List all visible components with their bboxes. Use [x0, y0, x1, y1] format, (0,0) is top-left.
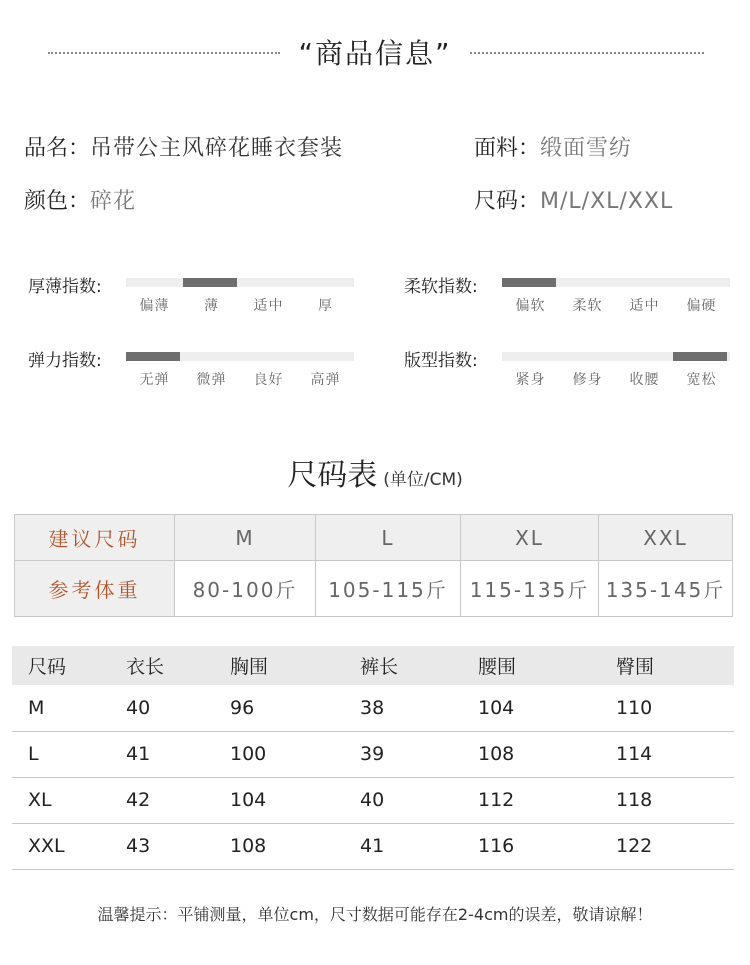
size-cell: L — [316, 515, 461, 561]
column-header: 裤长 — [330, 646, 448, 685]
size-value: M/L/XL/XXL — [540, 189, 674, 214]
column-header: 尺码 — [12, 646, 104, 685]
header-divider-left — [48, 52, 280, 54]
index-option: 偏硬 — [686, 298, 717, 314]
table-cell: 40 — [104, 685, 202, 731]
color-value: 碎花 — [90, 189, 137, 214]
product-name-label: 品名： — [24, 136, 91, 161]
index-option: 修身 — [572, 372, 603, 388]
table-cell: 42 — [104, 777, 202, 823]
product-color — [24, 184, 136, 215]
column-header: 臀围 — [584, 646, 734, 685]
table-cell: 104 — [448, 685, 584, 731]
index-thickness — [28, 272, 368, 322]
product-name-value: 吊带公主风碎花睡衣套装 — [90, 136, 344, 161]
index-option: 柔软 — [572, 298, 603, 314]
section-header — [0, 30, 750, 70]
table-cell: XL — [12, 777, 104, 823]
index-option: 厚 — [318, 298, 333, 314]
table-row — [15, 561, 733, 617]
index-option: 无弹 — [139, 372, 170, 388]
column-header: 衣长 — [104, 646, 202, 685]
table-cell: 108 — [202, 823, 330, 869]
index-track — [126, 352, 354, 361]
index-fit — [404, 346, 744, 396]
table-row — [12, 685, 734, 731]
size-chart-title — [0, 450, 750, 494]
index-option: 收腰 — [629, 372, 660, 388]
weight-cell: 115-135斤 — [461, 561, 599, 617]
table-header-row — [12, 646, 734, 685]
weight-cell: 105-115斤 — [316, 561, 461, 617]
table-cell: 41 — [104, 731, 202, 777]
table-cell: L — [12, 731, 104, 777]
weight-cell: 80-100斤 — [175, 561, 316, 617]
index-label: 弹力指数: — [28, 351, 102, 371]
index-option: 宽松 — [686, 372, 717, 388]
table-row — [12, 823, 734, 869]
measurement-table — [12, 646, 734, 870]
size-chart-heading: 尺码表 — [287, 458, 378, 493]
table-cell: 96 — [202, 685, 330, 731]
index-track — [126, 278, 354, 287]
section-title: “商品信息” — [298, 37, 452, 70]
column-header: 胸围 — [202, 646, 330, 685]
table-cell: 122 — [584, 823, 734, 869]
weight-table — [14, 514, 733, 617]
index-option: 适中 — [629, 298, 660, 314]
index-track — [502, 278, 730, 287]
table-cell: 114 — [584, 731, 734, 777]
color-label: 颜色： — [24, 189, 91, 214]
index-option: 适中 — [253, 298, 284, 314]
table-cell: 38 — [330, 685, 448, 731]
header-divider-right — [470, 52, 704, 54]
measurement-note: 温馨提示：平铺测量，单位cm，尺寸数据可能存在2-4cm的误差，敬请谅解！ — [97, 905, 653, 924]
table-cell: 110 — [584, 685, 734, 731]
table-cell: 116 — [448, 823, 584, 869]
table-row — [12, 777, 734, 823]
index-fill — [183, 278, 237, 287]
size-cell: XL — [461, 515, 599, 561]
table-cell: 41 — [330, 823, 448, 869]
index-fill — [126, 352, 180, 361]
table-cell: XXL — [12, 823, 104, 869]
product-name — [24, 131, 343, 162]
reference-weight-label: 参考体重 — [15, 561, 175, 617]
index-fill — [502, 278, 556, 287]
index-option: 良好 — [253, 372, 284, 388]
index-label: 柔软指数: — [404, 277, 478, 297]
table-cell: M — [12, 685, 104, 731]
column-header: 腰围 — [448, 646, 584, 685]
table-cell: 40 — [330, 777, 448, 823]
size-cell: XXL — [599, 515, 733, 561]
product-fabric — [474, 131, 632, 162]
product-sizes — [474, 184, 673, 215]
table-row — [15, 515, 733, 561]
index-fill — [673, 352, 727, 361]
table-cell: 39 — [330, 731, 448, 777]
size-cell: M — [175, 515, 316, 561]
table-cell: 108 — [448, 731, 584, 777]
table-cell: 100 — [202, 731, 330, 777]
table-cell: 118 — [584, 777, 734, 823]
index-label: 版型指数: — [404, 351, 478, 371]
size-label: 尺码： — [474, 189, 541, 214]
weight-cell: 135-145斤 — [599, 561, 733, 617]
index-option: 薄 — [204, 298, 219, 314]
table-row — [12, 731, 734, 777]
index-option: 偏薄 — [139, 298, 170, 314]
fabric-value: 缎面雪纺 — [540, 136, 633, 161]
size-chart-unit: (单位/CM) — [383, 470, 463, 490]
index-option: 高弹 — [310, 372, 341, 388]
table-cell: 43 — [104, 823, 202, 869]
index-elasticity — [28, 346, 368, 396]
index-track — [502, 352, 730, 361]
fabric-label: 面料： — [474, 136, 541, 161]
recommended-size-label: 建议尺码 — [15, 515, 175, 561]
index-option: 微弹 — [196, 372, 227, 388]
index-label: 厚薄指数: — [28, 277, 102, 297]
index-softness — [404, 272, 744, 322]
table-cell: 104 — [202, 777, 330, 823]
index-option: 紧身 — [515, 372, 546, 388]
index-option: 偏软 — [515, 298, 546, 314]
table-cell: 112 — [448, 777, 584, 823]
